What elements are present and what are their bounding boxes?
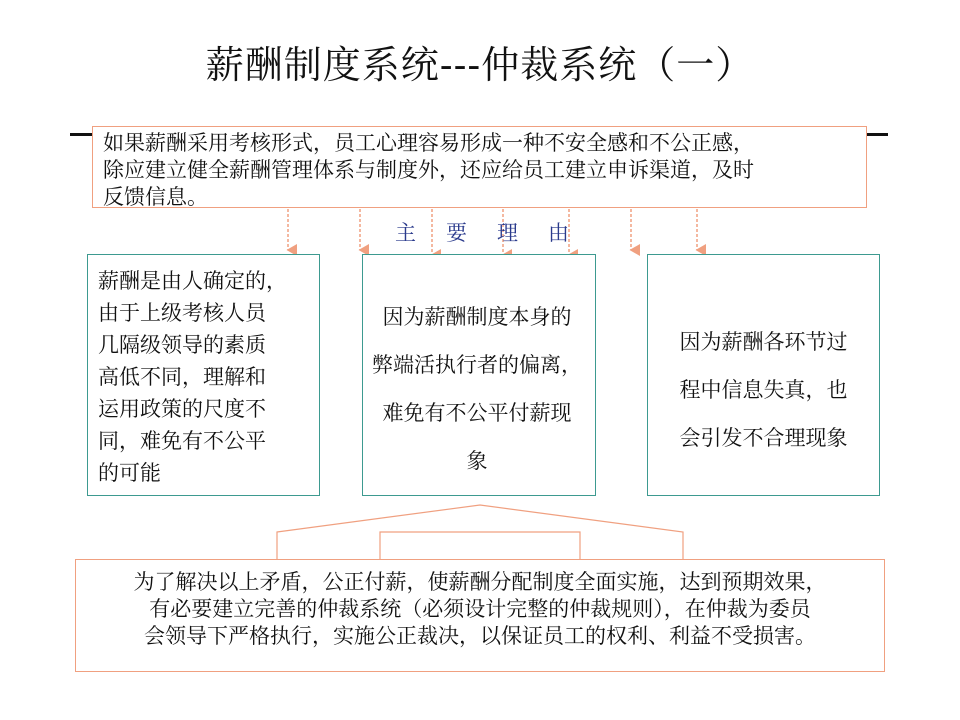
reason-left-line-7: 的可能 (98, 461, 161, 485)
reason-middle-line-4: 象 (466, 449, 488, 473)
reason-right-line-2: 程中信息失真，也 (679, 378, 848, 402)
reason-left-line-2: 由于上级考核人员 (98, 301, 266, 325)
main-reasons-label: 主要理由 (395, 221, 599, 245)
reason-box-left (87, 254, 320, 496)
reason-right-line-3: 会引发不合理现象 (679, 426, 848, 450)
conclusion-line-2: 有必要建立完善的仲裁系统（必须设计完整的仲裁规则），在仲裁为委员 (149, 597, 811, 621)
page-title: 薪酬制度系统---仲裁系统（一） (205, 43, 755, 87)
reason-left-line-1: 薪酬是由人确定的， (98, 269, 287, 293)
intro-line-1: 如果薪酬采用考核形式，员工心理容易形成一种不安全感和不公正感， (103, 131, 754, 155)
reason-right-line-1: 因为薪酬各环节过 (679, 330, 848, 354)
intro-box (92, 126, 867, 208)
reason-middle-line-1: 因为薪酬制度本身的 (382, 305, 572, 329)
reason-middle-line-3: 难免有不公平付薪现 (382, 401, 572, 425)
reason-middle-line-2: 弊端活执行者的偏离， (372, 353, 582, 377)
intro-line-2: 除应建立健全薪酬管理体系与制度外，还应给员工建立申诉渠道，及时 (103, 158, 754, 182)
reason-left-line-6: 同，难免有不公平 (98, 429, 266, 453)
merge-arrow-shape (277, 505, 683, 560)
reason-left-line-5: 运用政策的尺度不 (98, 397, 266, 421)
conclusion-line-1: 为了解决以上矛盾，公正付薪，使薪酬分配制度全面实施，达到预期效果， (133, 570, 827, 594)
reason-left-line-4: 高低不同，理解和 (98, 365, 266, 389)
conclusion-box (75, 559, 885, 672)
reason-left-line-3: 几隔级领导的素质 (98, 333, 266, 357)
reason-box-right (647, 254, 880, 496)
intro-line-3: 反馈信息。 (103, 185, 208, 209)
reason-box-middle (362, 254, 596, 496)
conclusion-line-3: 会领导下严格执行，实施公正裁决，以保证员工的权利、利益不受损害。 (144, 624, 816, 648)
